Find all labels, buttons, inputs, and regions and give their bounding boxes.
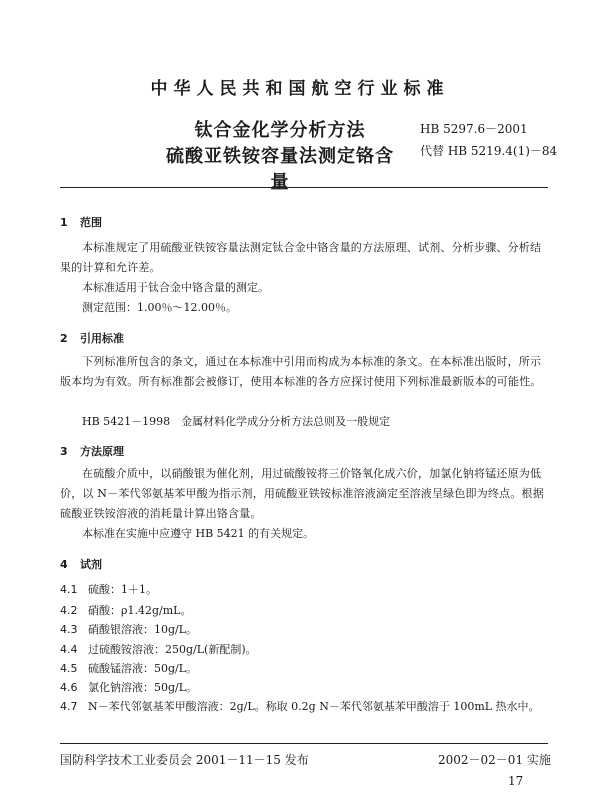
doc-title-line1: 钛合金化学分析方法 [194, 120, 366, 141]
footer-rule [60, 743, 548, 744]
section-1-heading [60, 214, 102, 230]
section-3-paragraph-1: 在硫酸介质中，以硝酸银为催化剂，用过硫酸铵将三价铬氧化成六价，加氯化钠将锰还原为低价，以 N－苯代邻氨基苯甲酸为指示剂，用硫酸亚铁铵标准溶液滴定至溶液呈绿色即为终点。根据硫酸亚铁铵溶液的消耗量计算出铬含量。 [60, 467, 544, 520]
section-2-paragraph-1: 下列标准所包含的条文，通过在本标准中引用而构成为本标准的条文。在本标准出版时，所示版本均为有效。所有标准都会被修订，使用本标准的各方应探讨使用下列标准最新版本的可能性。 [60, 355, 542, 388]
section-number: 4 [60, 558, 68, 571]
list-item: 4.5 硫酸锰溶液：50g/L。 [60, 662, 198, 675]
list-item: 4.6 氯化钠溶液：50g/L。 [60, 681, 198, 694]
section-number: 3 [60, 445, 68, 458]
replaces-code: 代替 HB 5219.4(1)－84 [420, 144, 558, 158]
list-item: 4.2 硝酸：ρ1.42g/mL。 [60, 604, 192, 617]
list-item: 4.7 N－苯代邻氨基苯甲酸溶液：2g/L。称取 0.2g N－苯代邻氨基苯甲酸溶于 100mL 热水中。 [60, 700, 540, 713]
section-1-paragraph-2: 本标准适用于钛合金中铬含量的测定。 [82, 281, 269, 294]
section-title: 方法原理 [80, 445, 124, 458]
list-item: 4.4 过硫酸铵溶液：250g/L(新配制)。 [60, 643, 257, 656]
page-number: 17 [508, 774, 524, 788]
section-title: 试剂 [80, 558, 102, 571]
issue-date: 国防科学技术工业委员会 2001－11－15 发布 [60, 753, 309, 767]
section-4-heading [60, 556, 102, 572]
section-title: 范围 [80, 216, 102, 229]
section-title: 引用标准 [80, 332, 124, 345]
standard-code: HB 5297.6－2001 [420, 122, 528, 136]
section-1-paragraph-3: 测定范围：1.00％～12.00％。 [82, 301, 237, 314]
section-2-reference: HB 5421－1998 金属材料化学成分分析方法总则及一般规定 [82, 415, 391, 428]
section-2-heading [60, 330, 124, 346]
org-title: 中华人民共和国航空行业标准 [150, 79, 450, 99]
section-3-paragraph-2: 本标准在实施中应遵守 HB 5421 的有关规定。 [82, 527, 315, 540]
header-rule [60, 187, 548, 188]
section-1-paragraph-1: 本标准规定了用硫酸亚铁铵容量法测定钛合金中铬含量的方法原理、试剂、分析步骤、分析结果的计算和允许差。 [60, 241, 542, 274]
list-item: 4.3 硝酸银溶液：10g/L。 [60, 623, 198, 636]
list-item: 4.1 硫酸：1＋1。 [60, 583, 157, 596]
doc-title-line2: 硫酸亚铁铵容量法测定铬含量 [166, 146, 394, 193]
section-3-heading [60, 443, 124, 459]
section-number: 2 [60, 332, 68, 345]
implement-date: 2002－02－01 实施 [438, 753, 551, 767]
section-number: 1 [60, 216, 68, 229]
